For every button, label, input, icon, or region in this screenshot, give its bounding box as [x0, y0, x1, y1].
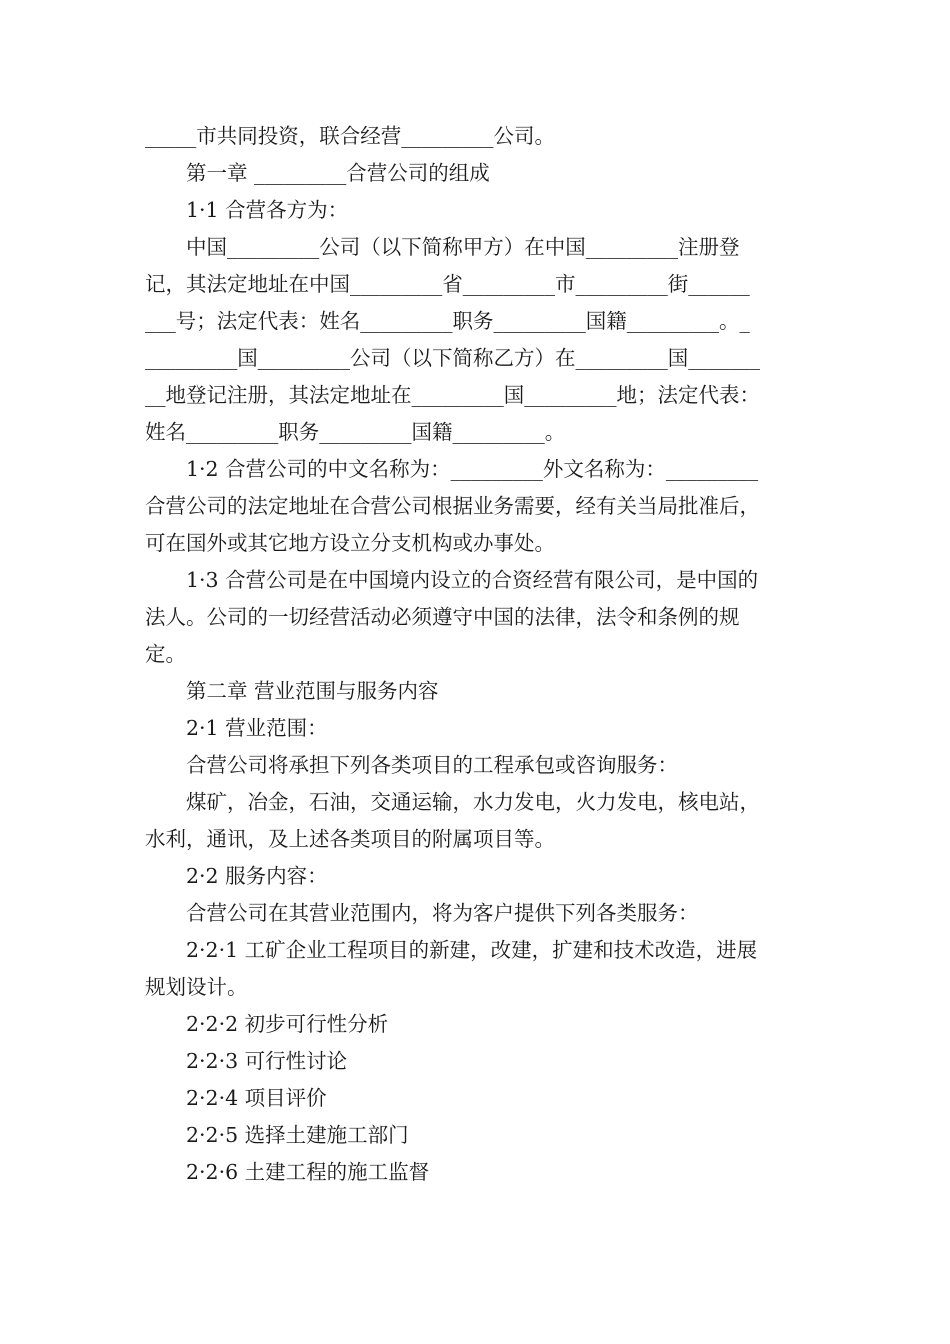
list-item: 2·2·2 初步可行性分析 [145, 1012, 389, 1036]
section-heading: 2·1 营业范围： [145, 716, 328, 740]
section-heading: 1·1 合营各方为： [145, 198, 349, 222]
document-body [145, 118, 813, 1191]
text-line: 规划设计。 [145, 975, 248, 999]
text-line: 合营公司的法定地址在合营公司根据业务需要，经有关当局批准后， [145, 494, 760, 518]
list-item: 2·2·1 工矿企业工程项目的新建，改建，扩建和技术改造，进展 [145, 938, 758, 962]
text-line: 合营公司在其营业范围内，将为客户提供下列各类服务： [145, 901, 699, 925]
text-line: 法人。公司的一切经营活动必须遵守中国的法律，法令和条例的规 [145, 605, 740, 629]
text-line: __地登记注册，其法定地址在_________国_________地；法定代表： [145, 383, 760, 407]
text-line: _________国_________公司（以下简称乙方）在_________国_______ [145, 346, 760, 370]
list-item: 2·2·3 可行性讨论 [145, 1049, 348, 1073]
text-line: 姓名_________职务_________国籍_________。 [145, 420, 566, 444]
text-line: 1·3 合营公司是在中国境内设立的合资经营有限公司，是中国的 [145, 568, 759, 592]
text-line: 1·2 合营公司的中文名称为：_________外文名称为：_________ [145, 457, 759, 481]
list-item: 2·2·5 选择土建施工部门 [145, 1123, 409, 1147]
text-line: _____市共同投资，联合经营_________公司。 [145, 124, 555, 148]
text-line: 合营公司将承担下列各类项目的工程承包或咨询服务： [145, 753, 678, 777]
text-line: 定。 [145, 642, 186, 666]
list-item: 2·2·6 土建工程的施工监督 [145, 1160, 430, 1184]
text-line: 煤矿，冶金，石油，交通运输，水力发电，火力发电，核电站， [145, 790, 760, 814]
chapter-heading: 第二章 营业范围与服务内容 [145, 679, 439, 703]
text-line: 水利，通讯，及上述各类项目的附属项目等。 [145, 827, 555, 851]
chapter-heading: 第一章 _________合营公司的组成 [145, 161, 490, 185]
text-line: 记，其法定地址在中国_________省_________市_________街______ [145, 272, 750, 296]
text-line: 可在国外或其它地方设立分支机构或办事处。 [145, 531, 555, 555]
list-item: 2·2·4 项目评价 [145, 1086, 327, 1110]
section-heading: 2·2 服务内容： [145, 864, 328, 888]
text-line: ___号；法定代表：姓名_________职务_________国籍_________。_ [145, 309, 750, 333]
text-line: 中国_________公司（以下简称甲方）在中国_________注册登 [145, 235, 740, 259]
